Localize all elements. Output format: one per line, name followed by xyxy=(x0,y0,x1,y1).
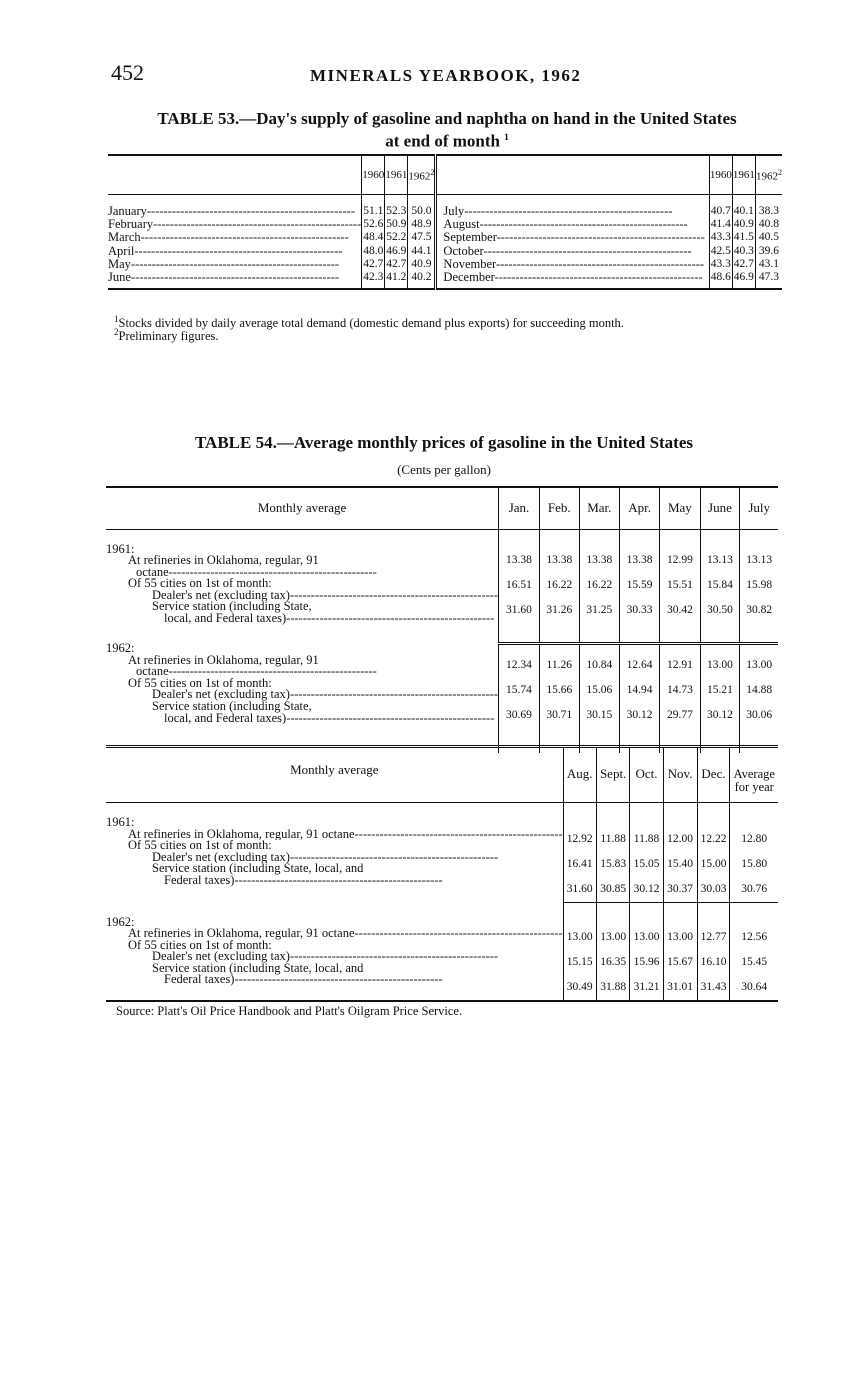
value-cell: 41.4 xyxy=(710,218,731,231)
value-cell: 30.85 xyxy=(600,883,627,895)
month-label: January ----- xyxy=(108,205,361,218)
value-cell: 13.00 xyxy=(566,931,593,943)
value-cell: 51.1 xyxy=(363,205,384,217)
table54-part1-header xyxy=(106,487,778,529)
cell-jan-1961 xyxy=(499,529,540,643)
row-service-a: Service station (including State, xyxy=(152,698,312,713)
table53-col-1962-right-note: 2 xyxy=(777,167,782,177)
value-cell: 43.3 xyxy=(710,257,731,270)
value-cell: 40.2 xyxy=(411,271,432,284)
table53-col-1962-right: 1962$^2$ xyxy=(755,155,782,195)
table53-left-1960 xyxy=(362,195,385,290)
table53-stub-header-right xyxy=(436,155,709,195)
value-cell: 31.88 xyxy=(600,981,627,993)
table53-right-months xyxy=(436,195,709,290)
value-cell: 50.0 xyxy=(411,205,432,217)
row-dealer: Dealer's net (excluding tax) ----- xyxy=(106,590,498,602)
cell-aug-1962 xyxy=(563,903,596,1002)
table54-part2-1962 xyxy=(106,903,778,1002)
table53-right-1960 xyxy=(709,195,732,290)
value-cell: 48.0 xyxy=(363,244,384,257)
table53-left-months xyxy=(108,195,362,290)
value-cell: 14.73 xyxy=(666,683,693,696)
value-cell: 12.64 xyxy=(626,658,653,671)
month-label: April ----- xyxy=(108,245,361,258)
cell-apr-1961 xyxy=(619,529,659,643)
row-service-b: Federal taxes) ----- xyxy=(106,974,563,986)
value-cell: 30.12 xyxy=(626,708,653,721)
cell-mar-1962 xyxy=(579,643,619,753)
row-refineries-full: At refineries in Oklahoma, regular, 91 octane ----- xyxy=(106,928,563,940)
value-cell: 15.45 xyxy=(741,956,768,968)
value-cell: 42.3 xyxy=(363,271,384,284)
table53-col-1961-right: 1961 xyxy=(732,155,755,195)
value-cell: 30.12 xyxy=(707,708,733,721)
table54-part1-1961 xyxy=(106,529,778,643)
month-label: August ----- xyxy=(443,218,704,231)
col-nov: Nov. xyxy=(663,747,697,803)
table54-title: TABLE 54.—Average monthly prices of gasoline in the United States xyxy=(194,433,694,452)
value-cell: 30.15 xyxy=(586,708,613,721)
value-cell: 15.84 xyxy=(707,578,733,591)
year-label: 1961: xyxy=(106,541,135,556)
value-cell: 15.74 xyxy=(506,683,532,696)
month-label: September ----- xyxy=(443,231,704,244)
value-cell: 15.00 xyxy=(700,858,727,870)
value-cell: 15.51 xyxy=(666,578,693,591)
cell-dec-1962 xyxy=(697,903,730,1002)
value-cell: 42.7 xyxy=(733,257,754,270)
table54-part2-1961 xyxy=(106,803,778,903)
value-cell: 10.84 xyxy=(586,658,613,671)
value-cell: 13.13 xyxy=(746,553,773,566)
value-cell: 30.76 xyxy=(741,883,768,895)
value-cell: 12.34 xyxy=(506,658,532,671)
value-cell: 15.83 xyxy=(600,858,627,870)
value-cell: 15.96 xyxy=(633,956,660,968)
value-cell: 39.6 xyxy=(758,244,779,257)
value-cell: 42.5 xyxy=(710,244,731,257)
value-cell: 15.59 xyxy=(626,578,653,591)
table53 xyxy=(108,154,782,290)
value-cell: 15.15 xyxy=(566,956,593,968)
col-jan: Jan. xyxy=(499,487,540,529)
table53-col-1960: 1960 xyxy=(362,155,385,195)
value-cell: 47.5 xyxy=(411,231,432,244)
value-cell: 13.38 xyxy=(506,553,532,566)
stub-1962 xyxy=(106,903,563,1002)
value-cell: 30.64 xyxy=(741,981,768,993)
value-cell: 16.10 xyxy=(700,956,727,968)
cell-dec-1961 xyxy=(697,803,730,903)
row-service-a: Service station (including State, local, and xyxy=(152,861,364,876)
value-cell: 52.3 xyxy=(386,205,407,217)
stub-1961 xyxy=(106,803,563,903)
value-cell: 15.67 xyxy=(667,956,693,968)
footnote-2-text: Preliminary figures. xyxy=(118,329,219,344)
value-cell: 31.01 xyxy=(667,981,693,993)
value-cell: 40.5 xyxy=(758,231,779,244)
value-cell: 16.51 xyxy=(506,578,532,591)
value-cell: 16.41 xyxy=(566,858,593,870)
value-cell: 12.92 xyxy=(566,833,593,845)
col-sept: Sept. xyxy=(596,747,630,803)
month-label: February ----- xyxy=(108,218,361,231)
value-cell: 11.88 xyxy=(633,833,660,845)
stub-1962 xyxy=(106,643,499,753)
row-cities: Of 55 cities on 1st of month: xyxy=(128,937,272,952)
table53-left-1961 xyxy=(385,195,408,290)
value-cell: 13.00 xyxy=(667,931,693,943)
cell-feb-1961 xyxy=(539,529,579,643)
value-cell: 16.22 xyxy=(586,578,613,591)
cell-apr-1962 xyxy=(619,643,659,753)
col-dec: Dec. xyxy=(697,747,730,803)
table54-part1-1962 xyxy=(106,643,778,753)
value-cell: 30.50 xyxy=(707,603,733,616)
month-label: March ----- xyxy=(108,231,361,244)
cell-avg-1962 xyxy=(730,903,778,1002)
value-cell: 13.00 xyxy=(633,931,660,943)
value-cell: 52.6 xyxy=(363,218,384,231)
value-cell: 15.80 xyxy=(741,858,768,870)
value-cell: 12.56 xyxy=(741,931,768,943)
stub-header: Monthly average xyxy=(106,487,499,529)
value-cell: 30.12 xyxy=(633,883,660,895)
col-apr: Apr. xyxy=(619,487,659,529)
col-feb: Feb. xyxy=(539,487,579,529)
cell-nov-1962 xyxy=(663,903,697,1002)
value-cell: 14.94 xyxy=(626,683,653,696)
table53-footnote-2 xyxy=(114,327,218,344)
year-label: 1962: xyxy=(106,914,135,929)
row-dealer: Dealer's net (excluding tax) ----- xyxy=(106,951,563,963)
value-cell: 15.40 xyxy=(667,858,693,870)
value-cell: 11.88 xyxy=(600,833,626,845)
value-cell: 30.33 xyxy=(626,603,653,616)
value-cell: 31.43 xyxy=(700,981,727,993)
value-cell: 31.60 xyxy=(506,603,532,616)
table54-source: Source: Platt's Oil Price Handbook and Platt's Oilgram Price Service. xyxy=(116,1004,463,1018)
table53-header-row xyxy=(108,155,782,195)
cell-sept-1961 xyxy=(596,803,630,903)
value-cell: 30.71 xyxy=(546,708,573,721)
value-cell: 11.26 xyxy=(546,658,572,671)
value-cell: 41.2 xyxy=(386,271,407,284)
table53-col-1961: 1961 xyxy=(385,155,408,195)
col-mar: Mar. xyxy=(579,487,619,529)
table53-title-line2: at end of month xyxy=(385,131,500,151)
value-cell: 31.25 xyxy=(586,603,613,616)
table53-body-row xyxy=(108,195,782,290)
page-number: 452 xyxy=(111,60,144,85)
value-cell: 14.88 xyxy=(746,683,773,696)
value-cell: 42.7 xyxy=(386,257,407,270)
value-cell: 15.05 xyxy=(633,858,660,870)
value-cell: 48.9 xyxy=(411,218,432,231)
row-dealer: Dealer's net (excluding tax) ----- xyxy=(106,852,563,864)
value-cell: 13.00 xyxy=(746,658,773,671)
row-refineries-full: At refineries in Oklahoma, regular, 91 octane ----- xyxy=(106,829,563,841)
value-cell: 13.38 xyxy=(626,553,653,566)
cell-july-1961 xyxy=(740,529,778,643)
row-service-a: Service station (including State, xyxy=(152,599,312,614)
month-label: May ----- xyxy=(108,258,361,271)
table53-title-note: 1 xyxy=(504,132,509,142)
value-cell: 30.42 xyxy=(666,603,693,616)
value-cell: 48.6 xyxy=(710,271,731,284)
table53-title xyxy=(111,110,783,151)
value-cell: 16.22 xyxy=(546,578,573,591)
table53-stub-header xyxy=(108,155,362,195)
value-cell: 12.00 xyxy=(667,833,693,845)
value-cell: 15.06 xyxy=(586,683,613,696)
value-cell: 13.13 xyxy=(707,553,733,566)
month-label: June ----- xyxy=(108,271,361,284)
value-cell: 43.1 xyxy=(758,257,779,270)
value-cell: 43.3 xyxy=(710,231,731,244)
value-cell: 30.03 xyxy=(700,883,727,895)
row-service-a: Service station (including State, local, and xyxy=(152,960,364,975)
table53-title-line1: TABLE 53.—Day's supply of gasoline and naphtha on hand in the United States xyxy=(157,109,737,128)
cell-may-1962 xyxy=(660,643,700,753)
row-cities: Of 55 cities on 1st of month: xyxy=(128,838,272,853)
cell-oct-1961 xyxy=(630,803,663,903)
table53-left-1962 xyxy=(408,195,436,290)
value-cell: 12.91 xyxy=(666,658,693,671)
cell-avg-1961 xyxy=(730,803,778,903)
cell-may-1961 xyxy=(660,529,700,643)
col-oct: Oct. xyxy=(630,747,663,803)
year-label: 1961: xyxy=(106,815,135,829)
table53-right-1961 xyxy=(732,195,755,290)
table54-part2-header xyxy=(106,747,778,803)
value-cell: 30.82 xyxy=(746,603,773,616)
value-cell: 46.9 xyxy=(733,271,754,284)
footnote-1-mark: 1 xyxy=(114,314,119,324)
table54-part1 xyxy=(106,486,778,753)
value-cell: 46.9 xyxy=(386,244,407,257)
cell-aug-1961 xyxy=(563,803,596,903)
value-cell: 40.1 xyxy=(733,205,754,217)
cell-june-1962 xyxy=(700,643,740,753)
col-average-for-year: Average for year xyxy=(730,747,778,803)
col-july: July xyxy=(740,487,778,529)
cell-june-1961 xyxy=(700,529,740,643)
table53-col-1962: 1962$^2$ xyxy=(408,155,436,195)
cell-jan-1962 xyxy=(499,643,540,753)
col-aug: Aug. xyxy=(563,747,596,803)
stub-header: Monthly average xyxy=(106,747,563,803)
value-cell: 38.3 xyxy=(758,205,779,217)
value-cell: 31.21 xyxy=(633,981,660,993)
year-label: 1962: xyxy=(106,641,135,655)
value-cell: 48.4 xyxy=(363,231,384,244)
value-cell: 13.38 xyxy=(546,553,573,566)
cell-oct-1962 xyxy=(630,903,663,1002)
table53-right-1962 xyxy=(755,195,782,290)
value-cell: 16.35 xyxy=(600,956,627,968)
month-label: July ----- xyxy=(443,205,704,218)
col-june: June xyxy=(700,487,740,529)
value-cell: 13.38 xyxy=(586,553,613,566)
cell-sept-1962 xyxy=(596,903,630,1002)
table54-unit: (Cents per gallon) xyxy=(397,462,491,477)
table54-part2 xyxy=(106,745,778,1002)
value-cell: 12.22 xyxy=(700,833,727,845)
value-cell: 50.9 xyxy=(386,218,407,231)
row-refineries-b: octane ----- xyxy=(106,567,498,579)
value-cell: 13.00 xyxy=(600,931,627,943)
month-label: November ----- xyxy=(443,258,704,271)
footnote-1-text: Stocks divided by daily average total demand (domestic demand plus exports) for succeeding month. xyxy=(118,316,624,331)
value-cell: 40.9 xyxy=(411,257,432,270)
footnote-2-mark: 2 xyxy=(114,327,119,337)
value-cell: 30.37 xyxy=(667,883,693,895)
row-service-b: Federal taxes) ----- xyxy=(106,875,563,887)
value-cell: 12.80 xyxy=(741,833,768,845)
value-cell: 30.06 xyxy=(746,708,773,721)
value-cell: 52.2 xyxy=(386,231,407,244)
value-cell: 15.98 xyxy=(746,578,773,591)
value-cell: 40.7 xyxy=(710,205,731,217)
row-dealer: Dealer's net (excluding tax) ----- xyxy=(106,689,498,701)
value-cell: 31.26 xyxy=(546,603,573,616)
value-cell: 40.3 xyxy=(733,244,754,257)
row-refineries-a: At refineries in Oklahoma, regular, 91 xyxy=(128,652,319,667)
value-cell: 12.99 xyxy=(666,553,693,566)
row-service-b: local, and Federal taxes) ----- xyxy=(106,713,498,725)
month-label: December ----- xyxy=(443,271,704,284)
row-refineries-b: octane ----- xyxy=(106,666,498,678)
month-label: October ----- xyxy=(443,245,704,258)
table53-col-1960-right: 1960 xyxy=(709,155,732,195)
value-cell: 41.5 xyxy=(733,231,754,244)
value-cell: 15.66 xyxy=(546,683,573,696)
value-cell: 29.77 xyxy=(666,708,693,721)
row-refineries-a: At refineries in Oklahoma, regular, 91 xyxy=(128,553,319,568)
value-cell: 42.7 xyxy=(363,257,384,270)
value-cell: 13.00 xyxy=(707,658,733,671)
running-head: MINERALS YEARBOOK, 1962 xyxy=(310,66,582,85)
col-may: May xyxy=(660,487,700,529)
value-cell: 44.1 xyxy=(411,244,432,257)
table53-col-1962-note: 2 xyxy=(430,167,435,177)
value-cell: 12.77 xyxy=(700,931,727,943)
cell-july-1962 xyxy=(740,643,778,753)
stub-1961 xyxy=(106,529,499,643)
row-service-b: local, and Federal taxes) ----- xyxy=(106,613,498,625)
value-cell: 30.49 xyxy=(566,981,593,993)
cell-feb-1962 xyxy=(539,643,579,753)
value-cell: 40.9 xyxy=(733,218,754,231)
cell-mar-1961 xyxy=(579,529,619,643)
value-cell: 15.21 xyxy=(707,683,733,696)
value-cell: 40.8 xyxy=(758,218,779,231)
cell-nov-1961 xyxy=(663,803,697,903)
row-cities: Of 55 cities on 1st of month: xyxy=(128,675,272,690)
row-cities: Of 55 cities on 1st of month: xyxy=(128,576,272,591)
value-cell: 30.69 xyxy=(506,708,532,721)
value-cell: 47.3 xyxy=(758,271,779,284)
value-cell: 31.60 xyxy=(566,883,593,895)
